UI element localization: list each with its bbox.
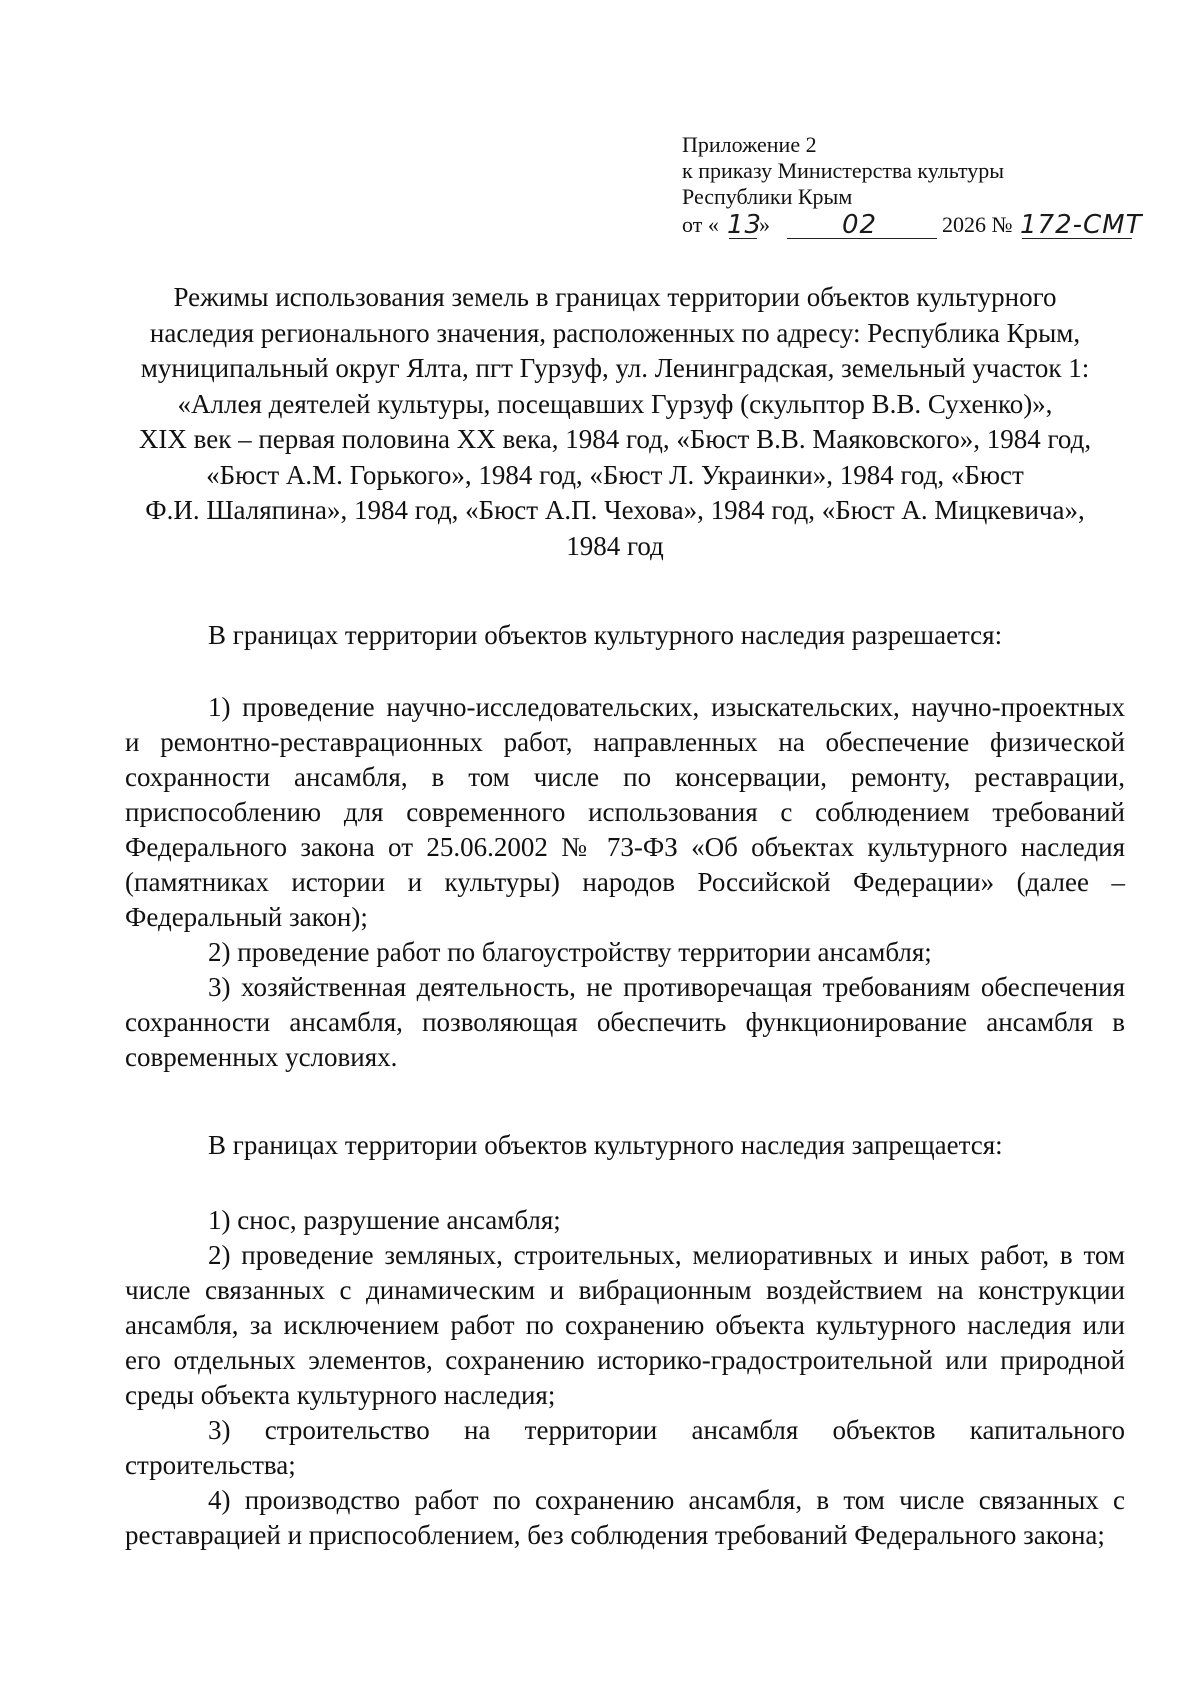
- title-line: XIX век – первая половина XX века, 1984 год, «Бюст В.В. Маяковского», 1984 год,: [138, 424, 1092, 454]
- date-day-close: »: [759, 212, 770, 237]
- title-line: «Аллея деятелей культуры, посещавших Гурзуф (скульптор В.В. Сухенко)»,: [177, 388, 1053, 419]
- title-line: 1984 год: [566, 530, 664, 561]
- allowed-item: 1) проведение научно-исследовательских, изыскательских, научно-проектных и ремонтно-реставрационных работ, направленных на обеспечение физической сохранности ансамбля, в том числе по консервации, ремонту, реставрации, приспособлению для современного использования с соблюдением требований Федерального закона от 25.06.2002 № 73-ФЗ «Об объектах культурного наследия (памятниках истории и культуры) народов Российской Федерации» (далее – Федеральный закон);: [125, 692, 1125, 932]
- forbidden-list: [125, 1203, 1125, 1553]
- appendix-date-line: [682, 212, 1142, 242]
- title-line: муниципальный округ Ялта, пгт Гурзуф, ул. Ленинградская, земельный участок 1:: [140, 353, 1090, 383]
- order-number-handwritten: 172-СМТ: [1020, 210, 1143, 240]
- forbidden-item: 1) снос, разрушение ансамбля;: [208, 1205, 561, 1235]
- date-month-handwritten: 02: [842, 210, 878, 240]
- title-line: Режимы использования земель в границах территории объектов культурного: [173, 282, 1057, 312]
- forbidden-item: 2) проведение земляных, строительных, мелиоративных и иных работ, в том числе связанных с динамическим и вибрационным воздействием на конструкции ансамбля, за исключением работ по сохранению объекта культурного наследия или его отдельных элементов, сохранению историко-градостроительной или природной среды объекта культурного наследия;: [125, 1240, 1125, 1410]
- title-line: наследия регионального значения, расположенных по адресу: Республика Крым,: [149, 317, 1081, 348]
- appendix-order-ref: к приказу Министерства культуры: [682, 158, 1005, 183]
- appendix-title: Приложение 2: [682, 132, 817, 157]
- forbidden-item: 4) производство работ по сохранению ансамбля, в том числе связанных с реставрацией и приспособлением, без соблюдения требований Федерального закона;: [125, 1485, 1125, 1550]
- appendix-block: [682, 132, 1142, 242]
- forbidden-item: 3) строительство на территории ансамбля объектов капитального строительства;: [125, 1415, 1125, 1480]
- date-day-handwritten: 13: [727, 210, 763, 240]
- forbidden-section-heading-wrap: [125, 1128, 1125, 1163]
- allowed-list: [125, 690, 1125, 1075]
- allowed-item: 3) хозяйственная деятельность, не противоречащая требованиям обеспечения сохранности ансамбля, позволяющая обеспечить функционирование ансамбля в современных условиях.: [125, 972, 1125, 1072]
- document-title: [110, 280, 1120, 564]
- date-prefix: от «: [682, 212, 719, 237]
- allowed-heading: В границах территории объектов культурного наследия разрешается:: [208, 620, 1003, 650]
- date-year: 2026 №: [942, 212, 1013, 237]
- title-line: «Бюст А.М. Горького», 1984 год, «Бюст Л. Украинки», 1984 год, «Бюст: [206, 459, 1024, 490]
- allowed-item: 2) проведение работ по благоустройству территории ансамбля;: [208, 937, 932, 967]
- allowed-section-heading-wrap: [125, 618, 1125, 653]
- appendix-republic: Республики Крым: [682, 184, 853, 209]
- forbidden-heading: В границах территории объектов культурного наследия запрещается:: [208, 1130, 1003, 1160]
- title-line: Ф.И. Шаляпина», 1984 год, «Бюст А.П. Чехова», 1984 год, «Бюст А. Мицкевича»,: [145, 495, 1085, 525]
